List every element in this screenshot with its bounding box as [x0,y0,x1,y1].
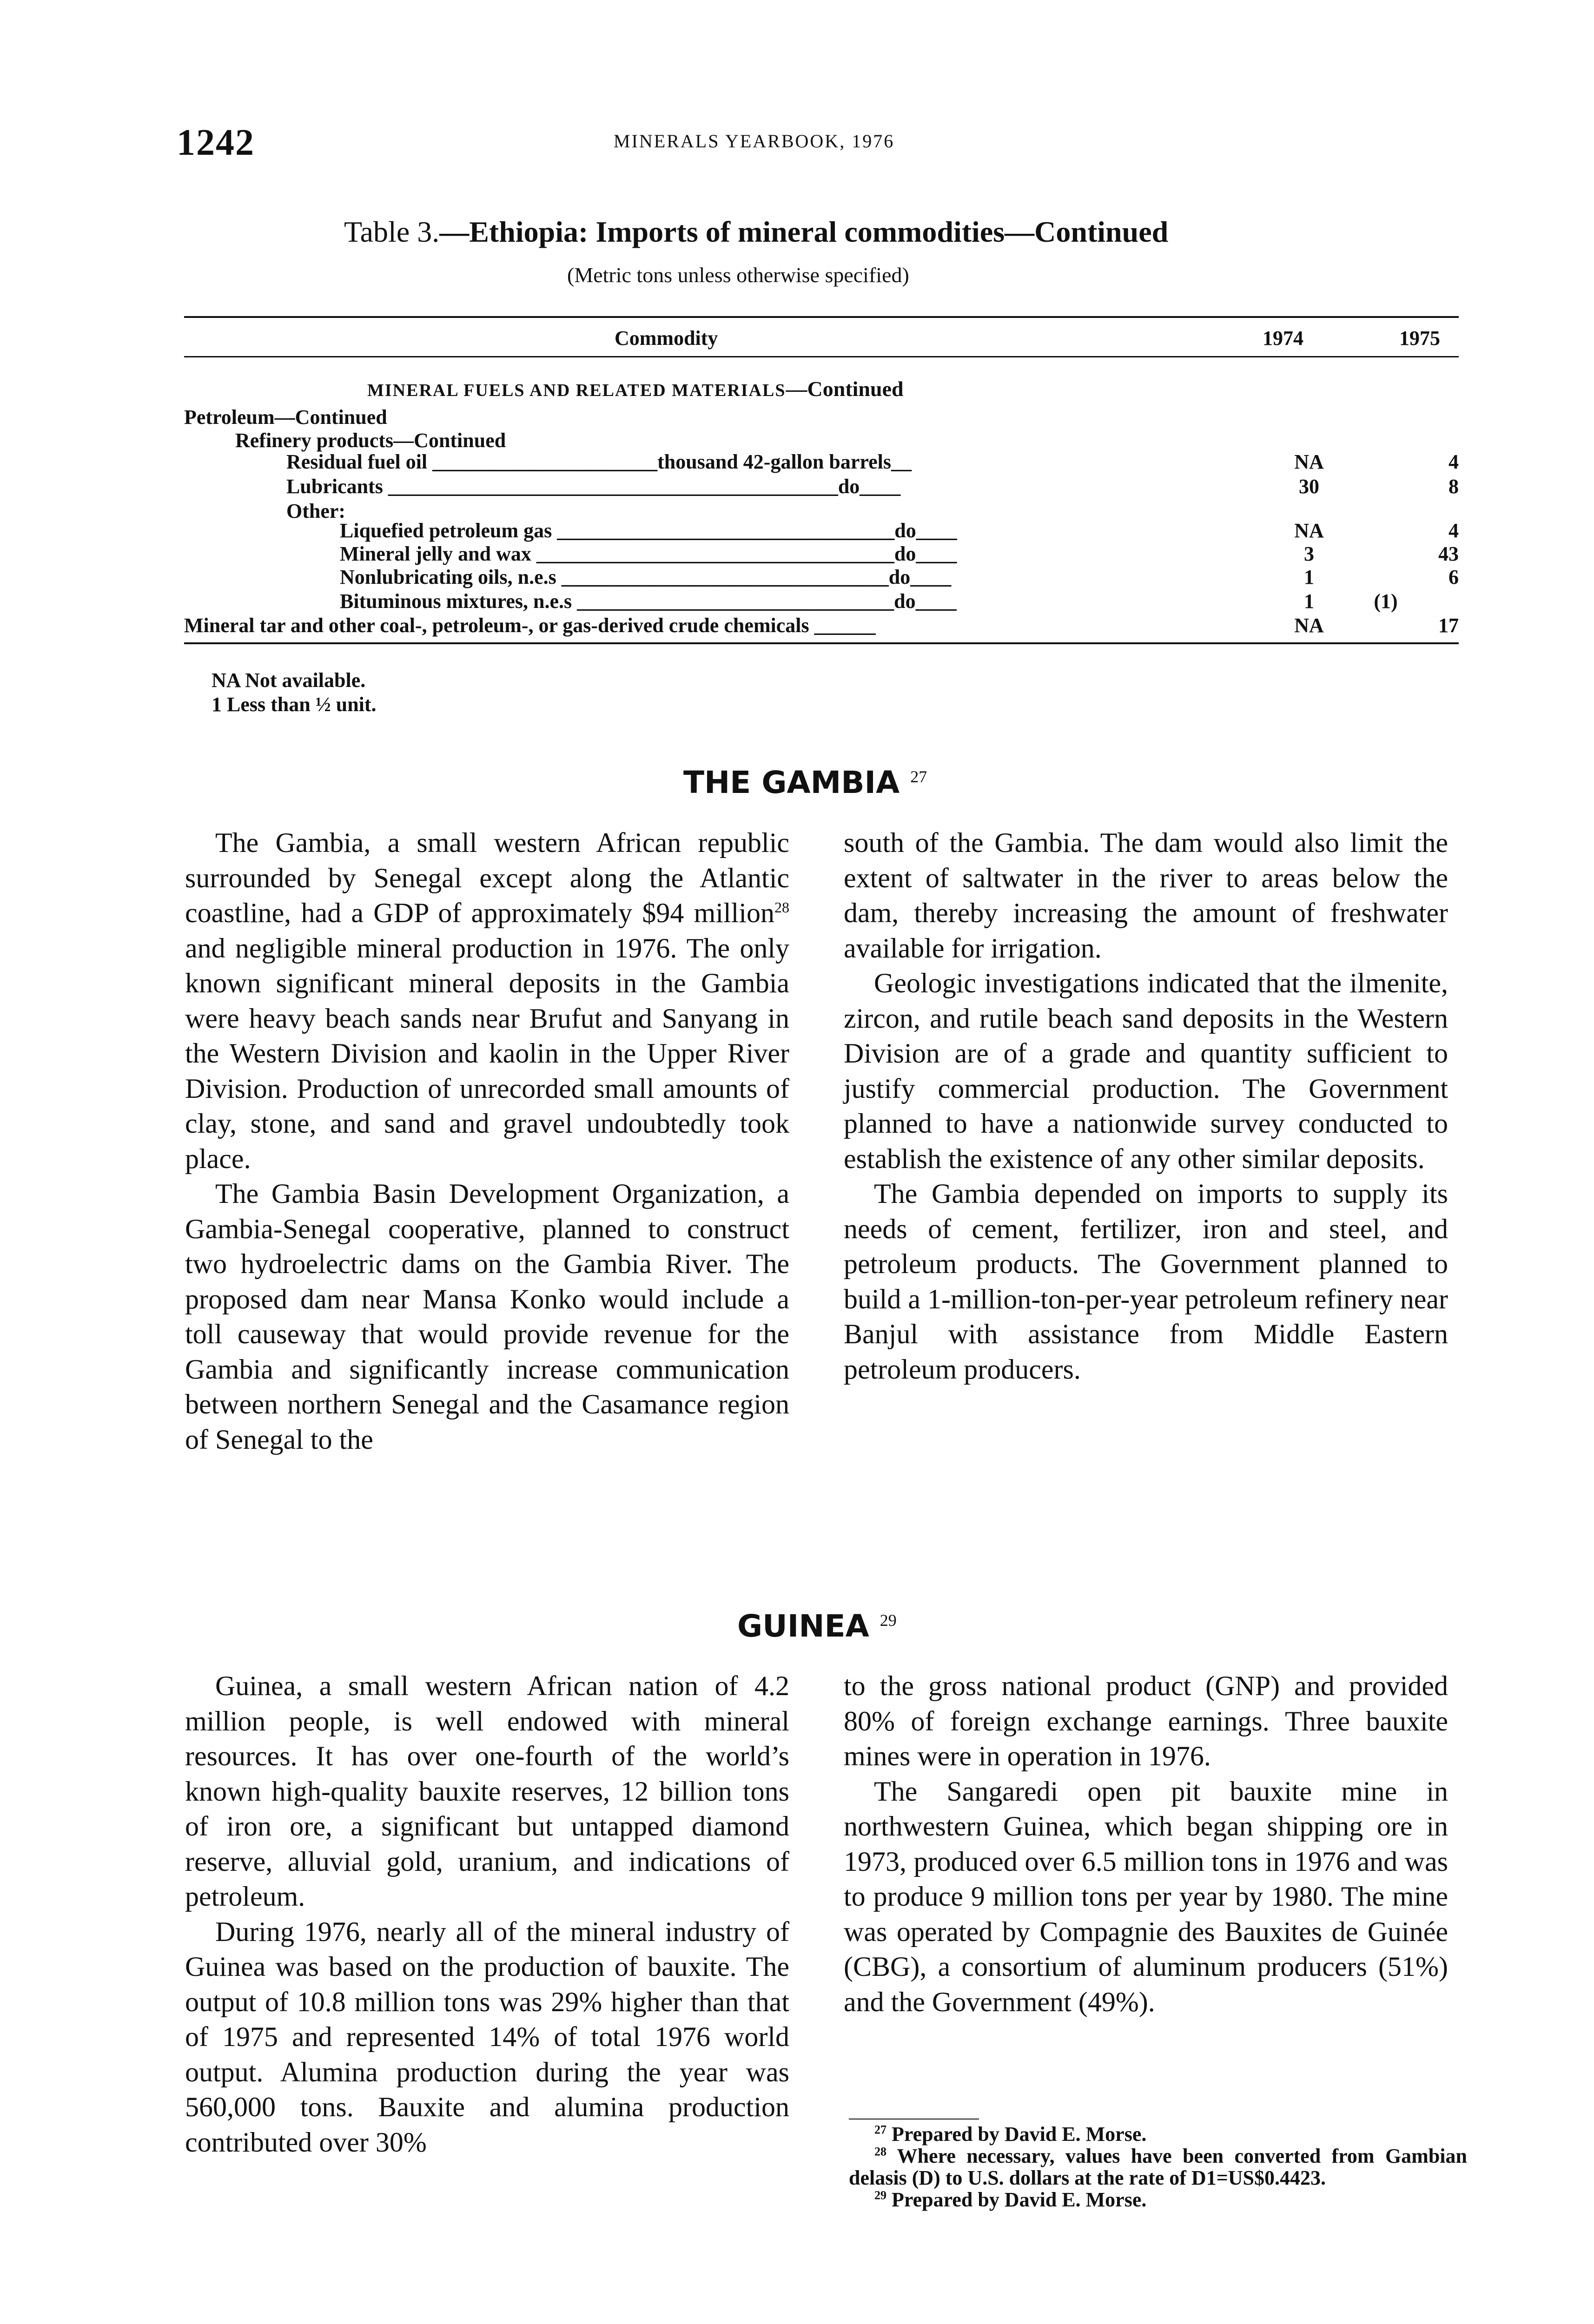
row-label: Other: [286,500,346,522]
table-footnote: 1 Less than ½ unit. [212,693,377,716]
paragraph: to the gross national product (GNP) and provided 80% of foreign exchange earnings. Three bauxite mines were in operation in 1976. [844,1670,1448,1771]
section-label-text: MINERAL FUELS AND RELATED MATERIALS [367,381,786,400]
row-label: Petroleum—Continued [184,406,387,429]
paragraph-text: The Gambia, a small western African republic surrounded by Senegal except along the Atlantic coastline, had a GDP of approximately $94 million [185,827,789,928]
running-title: MINERALS YEARBOOK, 1976 [614,131,895,152]
paragraph: The Sangaredi open pit bauxite mine in northwestern Guinea, which began shipping ore in 1973, produced over 6.5 million tons in 1976 and was to produce 9 million tons per year by 1980. The mine was operated by Compagnie des Bauxites de Guinée (CBG), a consortium of aluminum producers (51%) and the Government (49%). [844,1776,1448,2017]
row-value-1975: 4 [1448,519,1459,542]
section-label-cont: —Continued [786,377,904,401]
footnote-text: Prepared by David E. Morse. [892,2123,1147,2146]
paragraph-text: and negligible mineral production in 1976. The only known significant mineral deposits in the Gambia were heavy beach sands near Brufut and Sanyang in the Western Division and kaolin in the Upper River Division. Production of unrecorded small amounts of clay, stone, and sand and gravel undoubtedly took place. [185,932,789,1174]
gambia-left-column [185,825,789,1457]
gambia-right-column [844,825,1448,1387]
row-value-1974: NA [1294,614,1324,637]
footnote-ref: 27 [910,767,927,786]
guinea-left-column [185,1669,789,2160]
footnote [849,2145,1467,2189]
column-header-commodity: Commodity [615,327,718,350]
paragraph: Guinea, a small western African nation of 4.2 million people, is well endowed with mineral resources. It has over one-fourth of the world’s known high-quality bauxite reserves, 12 billion tons of iron ore, a significant but untapped diamond reserve, alluvial gold, uranium, and indications of petroleum. [185,1670,789,1912]
row-label: Mineral jelly and wax ___________________________________do____ [340,542,957,565]
table-top-rule [184,316,1459,318]
paragraph [185,825,789,1176]
table-row [184,614,1459,638]
row-value-1974: 3 [1304,542,1314,565]
table-row [184,589,1459,614]
row-value-1975: 43 [1438,542,1459,565]
row-value-1975: 8 [1448,475,1459,498]
table-title [344,215,1168,249]
table-row [184,565,1459,589]
table-row [184,542,1459,566]
heading-text: THE GAMBIA [683,765,900,800]
row-label: Refinery products—Continued [235,429,506,452]
footnote [849,2189,1467,2211]
table-number: Table 3. [344,215,440,248]
row-label: Residual fuel oil ______________________thousand 42-gallon barrels__ [286,450,912,473]
table-section-label [367,376,904,401]
footnote-text: Prepared by David E. Morse. [892,2188,1147,2211]
table-title-text: —Ethiopia: Imports of mineral commodities—Continued [439,215,1169,248]
paragraph: The Gambia depended on imports to supply its needs of cement, fertilizer, iron and steel, and petroleum products. The Government planned to build a 1-million-ton-per-year petroleum refinery near Banjul with assistance from Middle Eastern petroleum producers. [844,1178,1448,1385]
row-value-1975: (1) [1374,590,1398,613]
row-value-1974: 30 [1299,475,1319,498]
paragraph: Geologic investigations indicated that the ilmenite, zircon, and rutile beach sand deposits in the Western Division are of a grade and quantity sufficient to justify commercial production. The Government planned to have a nationwide survey conducted to establish the existence of any other similar deposits. [844,968,1448,1174]
table-bottom-rule [184,642,1459,644]
section-heading-guinea [737,1608,897,1644]
table-row [184,429,1459,453]
page-number: 1242 [177,122,255,163]
row-value-1974: 1 [1304,590,1314,613]
paragraph: The Gambia Basin Development Organization, a Gambia-Senegal cooperative, planned to construct two hydroelectric dams on the Gambia River. The proposed dam near Mansa Konko would include a toll causeway that would provide revenue for the Gambia and significantly increase communication between northern Senegal and the Casamance region of Senegal to the [185,1178,789,1455]
footnote-number: 28 [874,2145,886,2159]
row-value-1974: NA [1294,519,1324,542]
heading-text: GUINEA [737,1608,869,1644]
row-value-1975: 6 [1448,566,1459,588]
table-row [184,450,1459,474]
table-footnote: NA Not available. [212,669,366,692]
section-heading-gambia [683,765,927,800]
row-value-1974: 1 [1304,566,1314,588]
row-value-1974: NA [1294,450,1324,473]
table-row [184,519,1459,543]
row-label: Liquefied petroleum gas _________________________________do____ [340,519,957,542]
table-row [184,475,1459,499]
table-header-rule [184,356,1459,357]
row-label: Lubricants ____________________________________________do____ [286,475,901,498]
paragraph: During 1976, nearly all of the mineral industry of Guinea was based on the production of bauxite. The output of 10.8 million tons was 29% higher than that of 1975 and represented 14% of total 1976 world output. Alumina production during the year was 560,000 tons. Bauxite and alumina production contributed over 30% [185,1916,789,2158]
paragraph: south of the Gambia. The dam would also limit the extent of saltwater in the river to areas below the dam, thereby increasing the amount of freshwater available for irrigation. [844,827,1448,964]
row-value-1975: 4 [1448,450,1459,473]
row-label: Mineral tar and other coal-, petroleum-, or gas-derived crude chemicals ______ [184,614,876,637]
footnotes [849,2123,1467,2211]
column-header-1974: 1974 [1263,327,1303,350]
row-label: Nonlubricating oils, n.e.s ________________________________do____ [340,566,952,588]
footnote [849,2123,1467,2145]
footnote-text: Where necessary, values have been converted from Gambian delasis (D) to U.S. dollars at the rate of D1=US$0.4423. [849,2145,1467,2189]
guinea-right-column [844,1669,1448,2020]
footnote-number: 29 [874,2188,886,2202]
table-row [184,405,1459,429]
row-value-1975: 17 [1438,614,1459,637]
footnote-ref: 28 [774,899,789,916]
table-subtitle: (Metric tons unless otherwise specified) [567,263,909,287]
footnote-ref: 29 [880,1611,897,1630]
row-label: Bituminous mixtures, n.e.s _______________________________do____ [340,590,957,613]
column-header-1975: 1975 [1399,327,1440,350]
footnote-number: 27 [874,2123,886,2137]
